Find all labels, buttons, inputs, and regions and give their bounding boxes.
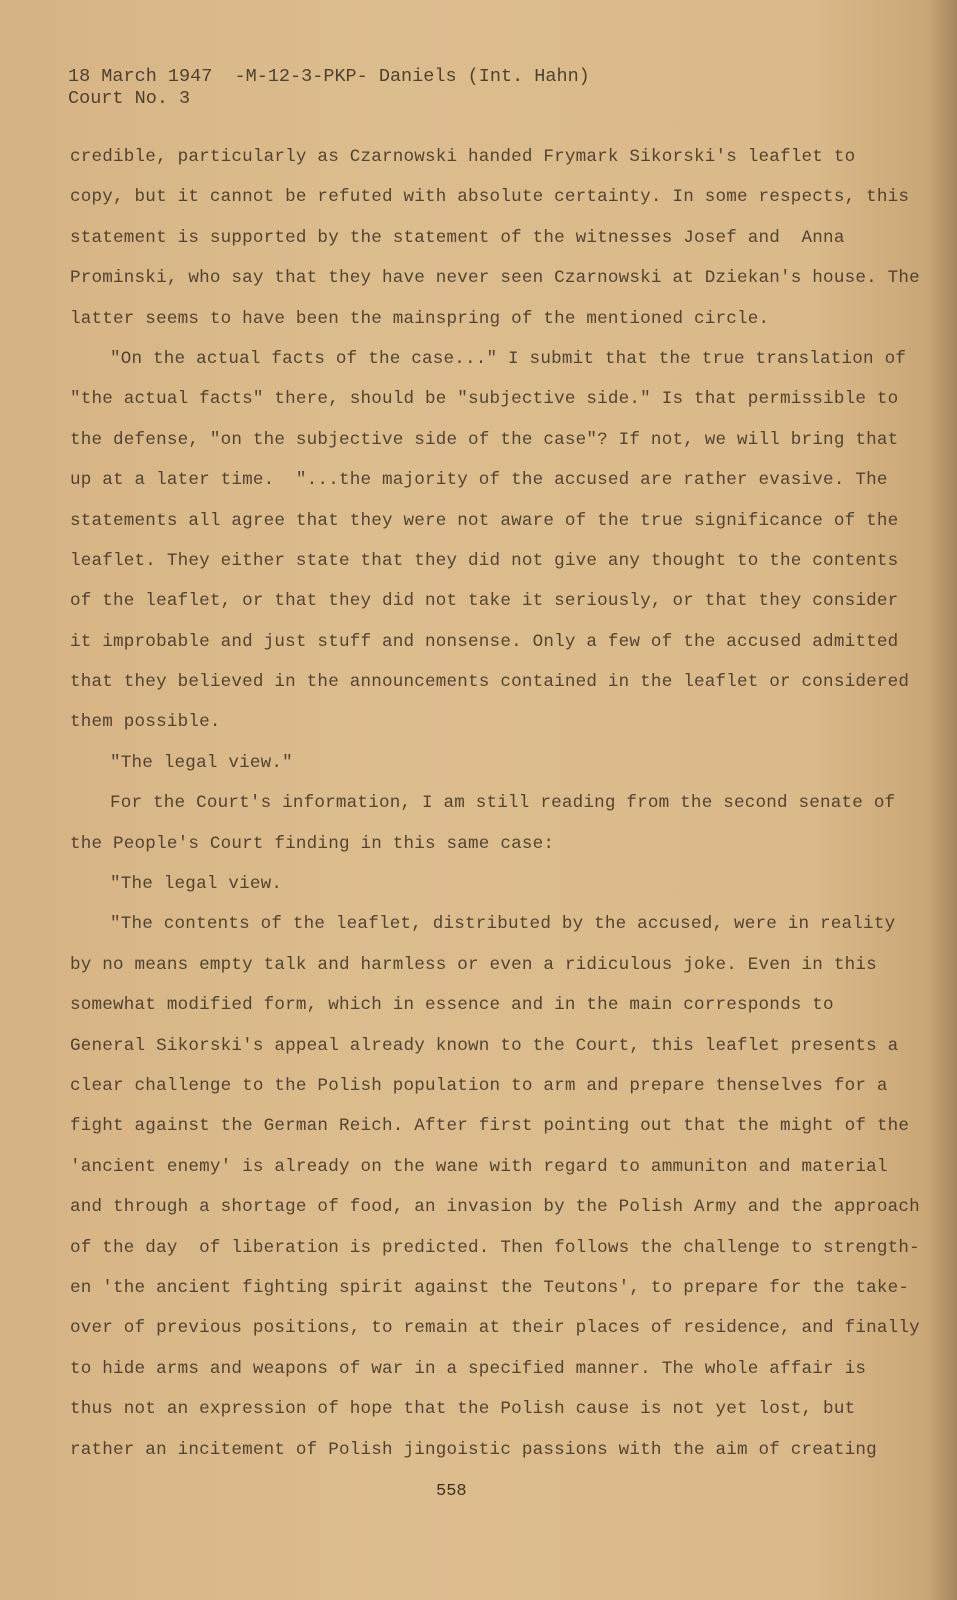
text-line: to hide arms and weapons of war in a specified manner. The whole affair is <box>70 1358 867 1379</box>
header-date-line: 18 March 1947 -M-12-3-PKP- Daniels (Int. Hahn) <box>68 66 590 87</box>
text-line: "On the actual facts of the case..." I submit that the true translation of <box>110 348 907 369</box>
text-line: somewhat modified form, which in essence and in the main corresponds to <box>70 995 834 1016</box>
header-court-line: Court No. 3 <box>68 88 191 109</box>
text-line: thus not an expression of hope that the Polish cause is not yet lost, but <box>70 1399 856 1420</box>
text-line: Prominski, who say that they have never seen Czarnowski at Dziekan's house. The <box>70 268 920 289</box>
text-line: fight against the German Reich. After first pointing out that the might of the <box>70 1116 910 1137</box>
text-line: over of previous positions, to remain at their places of residence, and finally <box>70 1318 920 1339</box>
document-body <box>70 145 950 1478</box>
text-line: by no means empty talk and harmless or even a ridiculous joke. Even in this <box>70 954 877 975</box>
text-line: of the day of liberation is predicted. Then follows the challenge to strength- <box>70 1237 920 1258</box>
text-line: of the leaflet, or that they did not take it seriously, or that they consider <box>70 591 899 612</box>
text-line: latter seems to have been the mainspring of the mentioned circle. <box>70 308 770 329</box>
text-line: leaflet. They either state that they did not give any thought to the contents <box>70 550 899 571</box>
page-number: 558 <box>436 1482 467 1501</box>
text-line: it improbable and just stuff and nonsense. Only a few of the accused admitted <box>70 631 899 652</box>
text-line: "The contents of the leaflet, distributed by the accused, were in reality <box>110 914 896 935</box>
text-line: "The legal view." <box>110 752 293 773</box>
text-line: rather an incitement of Polish jingoistic passions with the aim of creating <box>70 1439 877 1460</box>
text-line: and through a shortage of food, an invasion by the Polish Army and the approach <box>70 1197 920 1218</box>
text-line: "the actual facts" there, should be "subjective side." Is that permissible to <box>70 389 899 410</box>
text-line: up at a later time. "...the majority of the accused are rather evasive. The <box>70 470 888 491</box>
text-line: statement is supported by the statement of the witnesses Josef and Anna <box>70 227 845 248</box>
text-line: General Sikorski's appeal already known to the Court, this leaflet presents a <box>70 1035 899 1056</box>
text-line: "The legal view. <box>110 874 283 895</box>
text-line: the People's Court finding in this same case: <box>70 833 555 854</box>
text-line: that they believed in the announcements contained in the leaflet or considered <box>70 672 910 693</box>
text-line: statements all agree that they were not aware of the true significance of the <box>70 510 899 531</box>
text-line: 'ancient enemy' is already on the wane with regard to ammuniton and material <box>70 1156 888 1177</box>
page-edge-shadow <box>927 0 957 1600</box>
text-line: credible, particularly as Czarnowski handed Frymark Sikorski's leaflet to <box>70 147 856 167</box>
text-line: copy, but it cannot be refuted with absolute certainty. In some respects, this <box>70 187 910 208</box>
text-line: en 'the ancient fighting spirit against the Teutons', to prepare for the take- <box>70 1277 910 1298</box>
text-line: the defense, "on the subjective side of the case"? If not, we will bring that <box>70 429 899 450</box>
text-line: For the Court's information, I am still reading from the second senate of <box>110 793 896 814</box>
text-line: them possible. <box>70 712 221 733</box>
text-line: clear challenge to the Polish population to arm and prepare thenselves for a <box>70 1075 888 1096</box>
